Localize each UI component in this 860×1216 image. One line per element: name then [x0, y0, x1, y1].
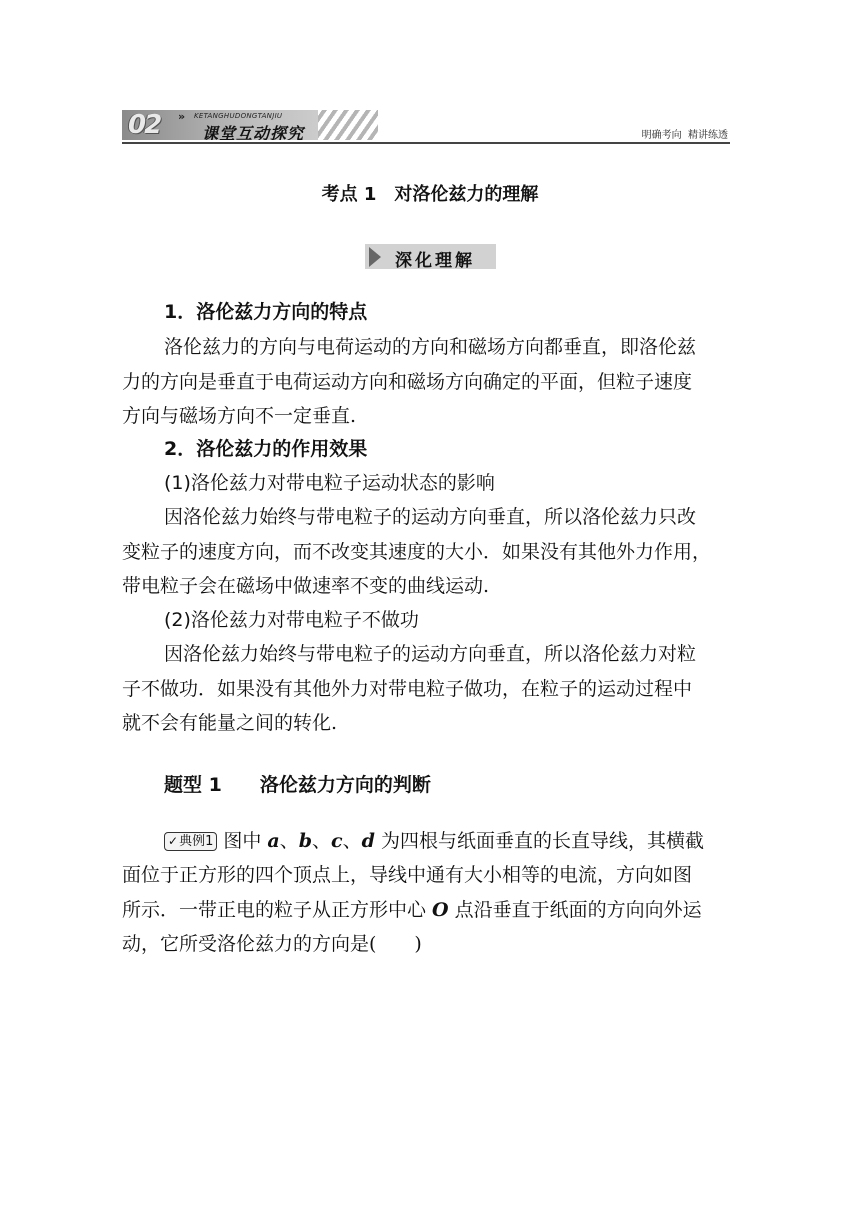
- paragraph-2-line-3: 带电粒子会在磁场中做速率不变的曲线运动.: [122, 575, 490, 597]
- chapter-banner: [122, 110, 378, 140]
- subheading-1: (1)洛伦兹力对带电粒子运动状态的影响: [164, 472, 495, 494]
- banner-stripes: [318, 110, 378, 140]
- heading-2: 2．洛伦兹力的作用效果: [164, 438, 368, 460]
- paragraph-3-line-1: 因洛伦兹力始终与带电粒子的运动方向垂直，所以洛伦兹力对粒: [164, 643, 697, 665]
- check-icon: ✓: [168, 834, 179, 848]
- example-line-1: [164, 829, 704, 853]
- tag-label: 深化理解: [395, 251, 475, 271]
- separator: 、: [312, 830, 332, 852]
- header-divider: [122, 142, 730, 144]
- var-a: a: [267, 830, 280, 852]
- paragraph-1-line-2: 力的方向是垂直于电荷运动方向和磁场方向确定的平面，但粒子速度: [122, 371, 693, 393]
- example-line-4: 动，它所受洛伦兹力的方向是( ): [122, 933, 422, 955]
- subheading-2: (2)洛伦兹力对带电粒子不做功: [164, 609, 419, 631]
- separator: 、: [342, 830, 362, 852]
- example-badge: [164, 832, 217, 851]
- example-text: 为四根与纸面垂直的长直导线，其横截: [374, 830, 704, 852]
- play-arrow-icon: [369, 247, 381, 267]
- example-badge-label: 典例1: [179, 834, 214, 849]
- var-d: d: [361, 830, 375, 852]
- example-line-3: [122, 898, 702, 922]
- chapter-header: [122, 110, 730, 144]
- paragraph-3-line-3: 就不会有能量之间的转化.: [122, 712, 338, 734]
- chevron-icon: »: [178, 110, 186, 123]
- topic-heading: 题型 1 洛伦兹力方向的判断: [164, 774, 431, 796]
- header-slogan: 明确考向 精讲练透: [641, 130, 728, 141]
- var-c: c: [331, 830, 343, 852]
- paragraph-2-line-2: 变粒子的速度方向，而不改变其速度的大小．如果没有其他外力作用，: [122, 541, 712, 563]
- var-o: O: [432, 899, 449, 921]
- example-text: 图中: [223, 830, 268, 852]
- chapter-title: 课堂互动探究: [202, 124, 305, 140]
- paragraph-2-line-1: 因洛伦兹力始终与带电粒子的运动方向垂直，所以洛伦兹力只改: [164, 506, 697, 528]
- paragraph-1-line-1: 洛伦兹力的方向与电荷运动的方向和磁场方向都垂直，即洛伦兹: [164, 336, 697, 358]
- separator: 、: [279, 830, 299, 852]
- example-line-2: 面位于正方形的四个顶点上，导线中通有大小相等的电流，方向如图: [122, 864, 693, 886]
- example-text: 点沿垂直于纸面的方向向外运: [448, 899, 702, 921]
- paragraph-1-line-3: 方向与磁场方向不一定垂直.: [122, 405, 357, 427]
- chapter-number: 02: [128, 110, 161, 140]
- var-b: b: [298, 830, 313, 852]
- section-title: 考点 1 对洛伦兹力的理解: [321, 184, 539, 205]
- chapter-pinyin: KETANGHUDONGTANJIU: [194, 112, 283, 120]
- paragraph-3-line-2: 子不做功．如果没有其他外力对带电粒子做功，在粒子的运动过程中: [122, 678, 693, 700]
- deepen-understanding-tag: [365, 244, 496, 269]
- example-text: 所示．一带正电的粒子从正方形中心: [122, 899, 433, 921]
- heading-1: 1．洛伦兹力方向的特点: [164, 301, 368, 323]
